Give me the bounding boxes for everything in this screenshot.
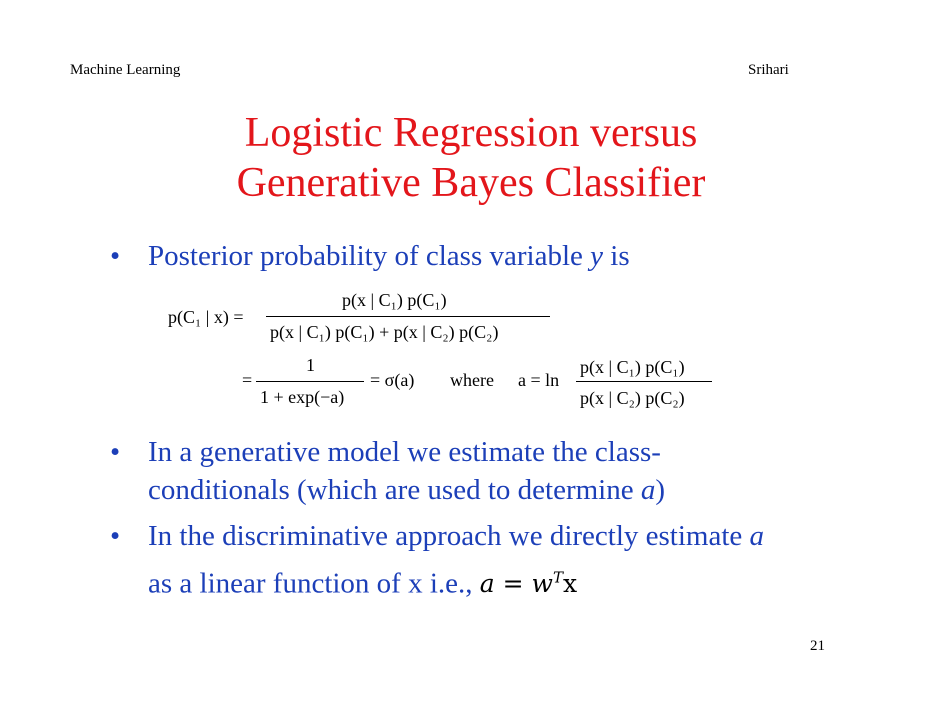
eq-sigma: = σ(a) — [370, 370, 415, 390]
fraction-bar-3 — [576, 381, 712, 382]
eq-denominator-3: p(x | C₂) p(C₂) — [580, 388, 685, 408]
fraction-bar-2 — [256, 381, 364, 382]
bullet-marker: • — [110, 436, 121, 468]
slide-title-line-2: Generative Bayes Classifier — [236, 160, 706, 206]
equation-x: x — [562, 569, 578, 599]
slide-title-line-1: Logistic Regression versus — [244, 110, 698, 156]
variable-a: a — [749, 520, 765, 552]
bullet-line-1 — [148, 518, 764, 554]
eq-numerator-3: p(x | C₁) p(C₁) — [580, 357, 685, 377]
transpose-superscript: T — [552, 569, 563, 587]
eq-denominator-1: p(x | C₁) p(C₁) + p(x | C₂) p(C₂) — [270, 322, 499, 342]
fraction-bar-1 — [266, 316, 550, 317]
page-number: 21 — [810, 638, 825, 654]
eq-a-ln: a = ln — [518, 370, 560, 390]
header-author: Srihari — [748, 62, 789, 78]
eq-where: where — [450, 370, 494, 390]
eq-numerator-2: 1 — [306, 355, 315, 375]
bullet-line-1: In a generative model we estimate the class- — [148, 436, 661, 468]
linear-equation — [480, 569, 577, 598]
eq-equals: = — [242, 370, 253, 390]
bullet-text-main: Posterior probability of class variable — [148, 240, 591, 272]
bullet-text-suffix: is — [603, 240, 630, 272]
bullet-line-2 — [148, 560, 577, 602]
bullet-marker: • — [110, 240, 121, 272]
equation-lhs: a = w — [479, 569, 553, 599]
bullet-line-2-text: as a linear function of x i.e., — [148, 567, 480, 600]
variable-y: y — [590, 240, 604, 272]
eq-numerator-1: p(x | C₁) p(C₁) — [342, 290, 447, 310]
bullet-marker: • — [110, 520, 121, 552]
bullet-line-2 — [148, 472, 665, 508]
bullet-line-2-close: ) — [655, 474, 666, 506]
variable-a: a — [640, 474, 656, 506]
eq-lhs: p(C₁ | x) = — [168, 307, 244, 327]
bullet-line-1-text: In the discriminative approach we directly estimate — [148, 520, 750, 552]
eq-denominator-2: 1 + exp(−a) — [260, 387, 345, 407]
bullet-text — [148, 238, 630, 274]
bullet-posterior — [110, 238, 870, 274]
bullet-discriminative — [110, 518, 890, 600]
header-course-title: Machine Learning — [70, 62, 181, 78]
bullet-generative — [110, 434, 870, 506]
bullet-line-2-text: conditionals (which are used to determine — [148, 474, 641, 506]
